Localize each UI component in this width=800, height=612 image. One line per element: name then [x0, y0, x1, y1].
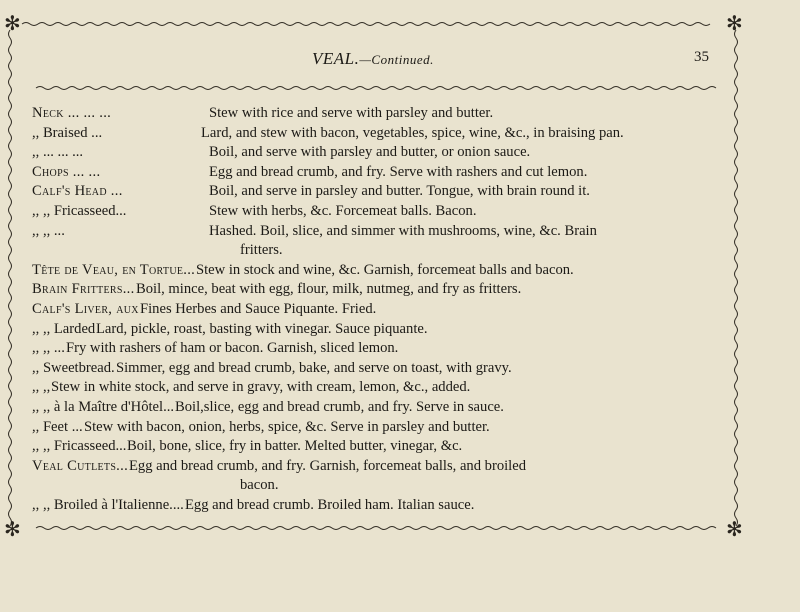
entry-text: bacon. — [240, 477, 279, 494]
entry-label: ,, ,, Broiled à l'Italienne.... — [32, 496, 184, 513]
corner-ornament-top-right: ✻ — [726, 13, 743, 35]
list-item — [32, 261, 722, 281]
list-item — [32, 476, 722, 496]
list-item — [32, 280, 722, 300]
entry-text: Fines Herbes and Sauce Piquante. Fried. — [140, 300, 377, 317]
entry-label: Neck ... ... ... — [32, 105, 112, 121]
entry-label: Brain Fritters... — [32, 281, 135, 298]
entry-label: Calf's Liver, aux — [32, 300, 139, 317]
entry-text: Stew with herbs, &c. Forcemeat balls. Bacon. — [209, 202, 477, 219]
entry-text: Hashed. Boil, slice, and simmer with mushrooms, wine, &c. Brain — [209, 222, 597, 239]
corner-ornament-bottom-right: ✻ — [726, 519, 743, 541]
entry-label: ,, ,, — [32, 379, 51, 396]
entry-text: Boil, and serve with parsley and butter, or onion sauce. — [209, 144, 531, 161]
entry-label: Chops ... ... — [32, 163, 101, 180]
entry-text: Boil, bone, slice, fry in batter. Melted butter, vinegar, &c. — [127, 438, 463, 455]
entry-label: ,, Braised ... — [32, 124, 103, 141]
entry-text: Fry with rashers of ham or bacon. Garnish, sliced lemon. — [66, 340, 399, 357]
entry-label: ,, ,, ... — [32, 340, 65, 357]
page-title — [312, 49, 434, 69]
list-item — [32, 104, 722, 124]
entry-text: Stew with rice and serve with parsley and butter. — [209, 105, 494, 121]
entry-text: Lard, pickle, roast, basting with vinegar. Sauce piquante. — [96, 320, 428, 337]
entry-label: Tête de Veau, en Tortue... — [32, 261, 196, 278]
entry-label: ,, ,, à la Maître d'Hôtel... — [32, 398, 175, 415]
list-item — [32, 241, 722, 261]
entry-label: ,, ,, Larded — [32, 320, 96, 337]
entry-label: ,, ,, Fricasseed... — [32, 202, 127, 219]
entry-text: Stew with bacon, onion, herbs, spice, &c. Serve in parsley and butter. — [84, 418, 490, 435]
entry-text: Boil,slice, egg and bread crumb, and fry. Serve in sauce. — [175, 398, 504, 415]
list-item — [32, 163, 722, 183]
entry-text: Boil, and serve in parsley and butter. Tongue, with brain round it. — [209, 183, 590, 200]
entry-label: ,, ... ... ... — [32, 144, 84, 161]
entry-text: Egg and bread crumb. Broiled ham. Italian sauce. — [185, 496, 475, 513]
entry-label: ,, Feet ... — [32, 418, 83, 435]
entry-label: Calf's Head ... — [32, 183, 123, 200]
entry-text: Simmer, egg and bread crumb, bake, and serve on toast, with gravy. — [116, 359, 512, 376]
page-number: 35 — [694, 49, 709, 65]
entry-text: Egg and bread crumb, and fry. Garnish, forcemeat balls, and broiled — [129, 457, 526, 474]
list-item — [32, 339, 722, 359]
entry-text: fritters. — [240, 242, 283, 259]
list-item — [32, 143, 722, 163]
list-item — [32, 496, 722, 516]
entry-label: Veal Cutlets... — [32, 457, 129, 474]
entry-text: Stew in white stock, and serve in gravy, with cream, lemon, &c., added. — [51, 379, 471, 396]
entry-label: ,, Sweetbread. — [32, 359, 115, 376]
entry-text: Egg and bread crumb, and fry. Serve with rashers and cut lemon. — [209, 163, 588, 180]
list-item — [32, 378, 722, 398]
entry-label: ,, ,, ... — [32, 222, 65, 239]
recipe-list — [32, 104, 722, 515]
list-item — [32, 182, 722, 202]
list-item — [32, 300, 722, 320]
entry-label: ,, ,, Fricasseed... — [32, 438, 127, 455]
list-item — [32, 418, 722, 438]
list-item — [32, 398, 722, 418]
title-main: VEAL. — [312, 49, 360, 68]
list-item — [32, 320, 722, 340]
title-continued: —Continued. — [359, 52, 434, 67]
corner-ornament-bottom-left: ✻ — [4, 519, 21, 541]
entry-text: Boil, mince, beat with egg, flour, milk, nutmeg, and fry as fritters. — [136, 281, 522, 298]
list-item — [32, 437, 722, 457]
list-item — [32, 222, 722, 242]
list-item — [32, 202, 722, 222]
entry-text: Lard, and stew with bacon, vegetables, spice, wine, &c., in braising pan. — [201, 124, 624, 141]
list-item — [32, 359, 722, 379]
list-item — [32, 124, 722, 144]
corner-ornament-top-left: ✻ — [4, 13, 21, 35]
entry-text: Stew in stock and wine, &c. Garnish, forcemeat balls and bacon. — [196, 261, 574, 278]
list-item — [32, 457, 722, 477]
